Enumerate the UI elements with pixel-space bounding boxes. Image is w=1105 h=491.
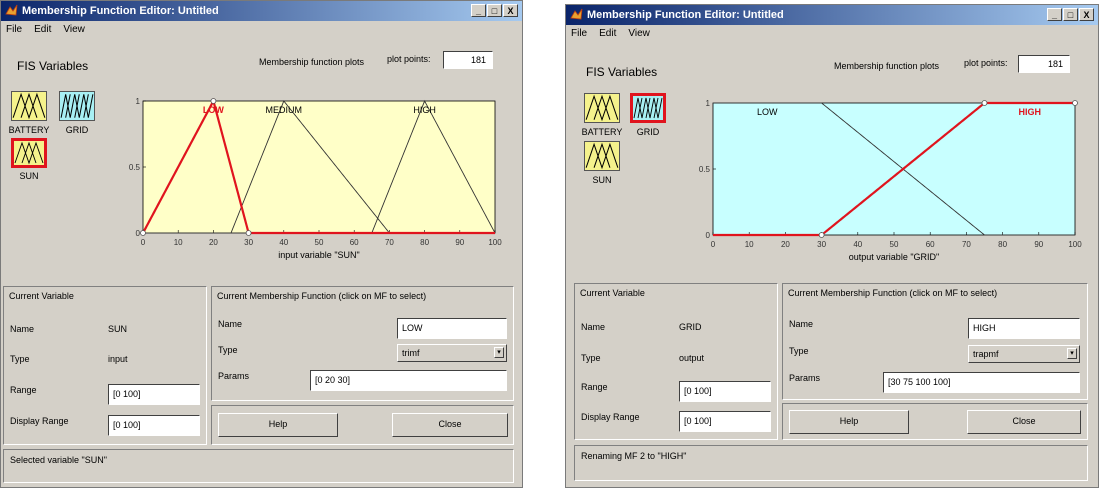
range-label: Range — [10, 385, 37, 395]
mf-handle[interactable] — [982, 101, 987, 106]
x-tick-label: 10 — [744, 240, 754, 249]
current-mf-title: Current Membership Function (click on MF to select) — [217, 291, 427, 301]
minimize-button[interactable]: _ — [471, 4, 486, 17]
plot-points-label: plot points: — [964, 58, 1008, 68]
x-tick-label: 90 — [1034, 240, 1044, 249]
mf-plot[interactable] — [129, 75, 509, 275]
mf-params-label: Params — [789, 373, 821, 383]
x-tick-label: 100 — [488, 238, 502, 247]
x-tick-label: 100 — [1068, 240, 1082, 249]
y-tick-label: 0 — [705, 231, 710, 240]
current-variable-panel — [3, 286, 207, 445]
variable-name-value: SUN — [108, 324, 128, 334]
variable-type-value: input — [108, 354, 128, 364]
status-bar: Selected variable "SUN" — [3, 449, 514, 483]
x-tick-label: 50 — [314, 238, 324, 247]
mf-label-low[interactable]: LOW — [757, 107, 778, 117]
x-tick-label: 70 — [384, 238, 394, 247]
mf-name-label: Name — [218, 319, 243, 329]
x-tick-label: 0 — [140, 238, 146, 247]
dropdown-arrow-icon[interactable]: ▾ — [1067, 348, 1077, 359]
type-label: Type — [10, 354, 30, 364]
mf-label-high[interactable]: HIGH — [1018, 107, 1041, 117]
current-mf-panel — [211, 286, 514, 401]
mf-name-label: Name — [789, 319, 814, 329]
variable-icon-battery[interactable] — [11, 91, 47, 121]
current-variable-title: Current Variable — [580, 288, 645, 298]
fis-variables-label: FIS Variables — [17, 59, 89, 73]
y-tick-label: 0.5 — [129, 163, 140, 172]
variable-label-sun: SUN — [19, 171, 39, 181]
y-tick-label: 1 — [705, 99, 710, 108]
display-range-input[interactable]: [0 100] — [679, 411, 771, 432]
range-input[interactable]: [0 100] — [679, 381, 771, 402]
matlab-logo-icon — [5, 4, 18, 17]
name-label: Name — [581, 322, 606, 332]
x-tick-label: 40 — [279, 238, 289, 247]
variable-label-sun: SUN — [592, 175, 612, 185]
variable-label-grid: GRID — [65, 125, 89, 135]
variable-icon-sun[interactable] — [584, 141, 620, 171]
button-panel — [782, 403, 1088, 440]
x-axis-label: input variable "SUN" — [278, 250, 360, 260]
minimize-button[interactable]: _ — [1047, 8, 1062, 21]
x-tick-label: 60 — [925, 240, 935, 249]
y-tick-label: 1 — [135, 97, 140, 106]
plot-points-input[interactable]: 181 — [443, 51, 493, 69]
mf-handle[interactable] — [1073, 101, 1078, 106]
window-title: Membership Function Editor: Untitled — [587, 9, 784, 21]
current-variable-panel — [574, 283, 778, 440]
type-label: Type — [581, 353, 601, 363]
help-button[interactable]: Help — [218, 413, 338, 437]
close-window-button[interactable]: X — [503, 4, 518, 17]
x-axis-label: output variable "GRID" — [848, 252, 940, 262]
variable-label-grid: GRID — [636, 127, 660, 137]
range-input[interactable]: [0 100] — [108, 384, 200, 405]
name-label: Name — [10, 324, 35, 334]
plot-points-label: plot points: — [387, 54, 431, 64]
maximize-button[interactable]: □ — [1063, 8, 1078, 21]
plot-points-input[interactable]: 181 — [1018, 55, 1070, 73]
mf-editor-window-sun — [0, 0, 523, 488]
variable-name-value: GRID — [679, 322, 702, 332]
menu-view[interactable]: View — [63, 24, 85, 35]
variable-type-value: output — [679, 353, 705, 363]
window-title: Membership Function Editor: Untitled — [22, 5, 219, 17]
x-tick-label: 50 — [889, 240, 899, 249]
menu-view[interactable]: View — [628, 28, 650, 39]
mf-params-input[interactable]: [0 20 30] — [310, 370, 507, 391]
y-tick-label: 0 — [135, 229, 140, 238]
current-mf-panel — [782, 283, 1088, 400]
current-variable-title: Current Variable — [9, 291, 74, 301]
menu-file[interactable]: File — [6, 24, 23, 35]
maximize-button[interactable]: □ — [487, 4, 502, 17]
mf-type-select[interactable] — [397, 344, 507, 362]
status-bar: Renaming MF 2 to "HIGH" — [574, 445, 1088, 481]
variable-label-battery: BATTERY — [8, 125, 50, 135]
x-tick-label: 90 — [455, 238, 465, 247]
display-range-label: Display Range — [581, 412, 640, 422]
mf-handle[interactable] — [246, 231, 251, 236]
mf-handle[interactable] — [211, 99, 216, 104]
close-button[interactable]: Close — [967, 410, 1081, 434]
x-tick-label: 20 — [780, 240, 790, 249]
mf-type-value: trapmf — [973, 349, 999, 359]
mf-type-label: Type — [218, 345, 238, 355]
x-tick-label: 10 — [173, 238, 183, 247]
plot-frame[interactable] — [143, 101, 495, 233]
mf-editor-window-grid — [565, 4, 1099, 488]
mf-label-medium[interactable]: MEDIUM — [265, 105, 303, 115]
variable-label-battery: BATTERY — [581, 127, 623, 137]
mf-params-input[interactable]: [30 75 100 100] — [883, 372, 1080, 393]
menu-edit[interactable]: Edit — [599, 28, 617, 39]
mf-type-value: trimf — [402, 348, 420, 358]
variable-icon-sun[interactable] — [11, 138, 47, 168]
x-tick-label: 30 — [244, 238, 254, 247]
close-button[interactable]: Close — [392, 413, 508, 437]
menu-bar — [1, 21, 522, 38]
x-tick-label: 70 — [961, 240, 971, 249]
dropdown-arrow-icon[interactable]: ▾ — [494, 347, 504, 358]
mf-plot[interactable] — [699, 77, 1089, 277]
x-tick-label: 80 — [998, 240, 1008, 249]
button-panel — [211, 405, 514, 445]
title-bar[interactable] — [1, 1, 522, 21]
title-bar[interactable] — [566, 5, 1098, 25]
close-window-button[interactable]: X — [1079, 8, 1094, 21]
mf-handle[interactable] — [141, 231, 146, 236]
x-tick-label: 40 — [853, 240, 863, 249]
menu-edit[interactable]: Edit — [34, 24, 52, 35]
menu-file[interactable]: File — [571, 28, 588, 39]
x-tick-label: 30 — [817, 240, 827, 249]
mf-name-input[interactable]: HIGH — [968, 318, 1080, 339]
x-tick-label: 80 — [420, 238, 430, 247]
mf-name-input[interactable]: LOW — [397, 318, 507, 339]
mf-type-select[interactable] — [968, 345, 1080, 363]
mf-label-high[interactable]: HIGH — [413, 105, 436, 115]
range-label: Range — [581, 382, 608, 392]
variable-icon-battery[interactable] — [584, 93, 620, 123]
current-mf-title: Current Membership Function (click on MF to select) — [788, 288, 998, 298]
menu-bar — [566, 25, 1098, 42]
display-range-label: Display Range — [10, 416, 69, 426]
variable-icon-grid[interactable] — [59, 91, 95, 121]
x-tick-label: 60 — [349, 238, 359, 247]
mf-label-low[interactable]: LOW — [202, 105, 224, 115]
matlab-logo-icon — [570, 8, 583, 21]
mf-plots-label: Membership function plots — [259, 57, 365, 67]
mf-params-label: Params — [218, 371, 250, 381]
variable-icon-grid[interactable] — [630, 93, 666, 123]
help-button[interactable]: Help — [789, 410, 909, 434]
display-range-input[interactable]: [0 100] — [108, 415, 200, 436]
mf-type-label: Type — [789, 346, 809, 356]
x-tick-label: 20 — [208, 238, 218, 247]
mf-plots-label: Membership function plots — [834, 61, 940, 71]
y-tick-label: 0.5 — [699, 165, 710, 174]
fis-variables-label: FIS Variables — [586, 65, 658, 79]
plot-frame[interactable] — [713, 103, 1075, 235]
x-tick-label: 0 — [710, 240, 716, 249]
mf-handle[interactable] — [819, 233, 824, 238]
